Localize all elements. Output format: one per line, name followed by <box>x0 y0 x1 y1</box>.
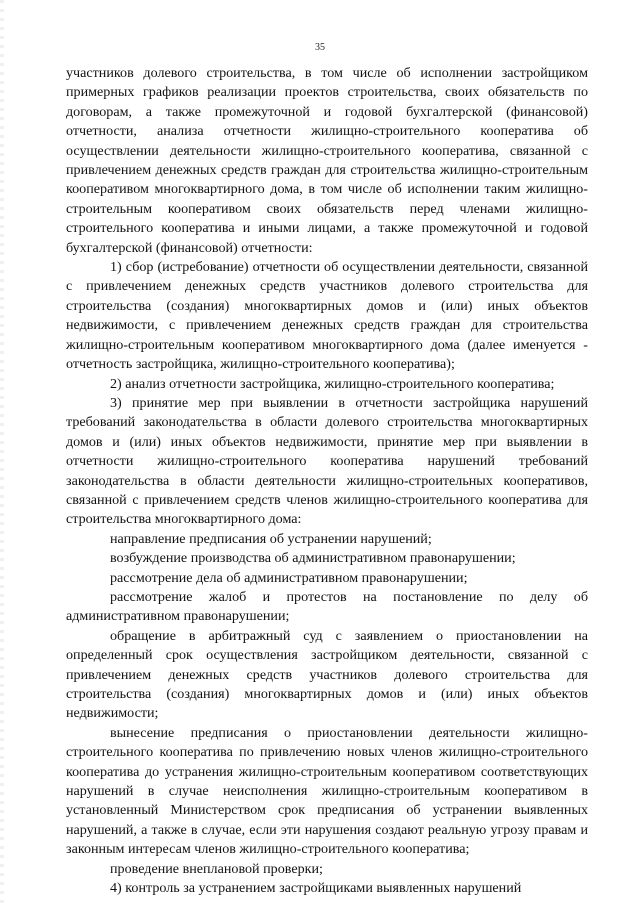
paragraph: 4) контроль за устранением застройщиками выявленных нарушений <box>110 880 522 897</box>
scan-edge <box>0 0 4 905</box>
body-text <box>66 64 588 898</box>
paragraph: рассмотрение жалоб и протестов на постановление по делу об административном правонарушении; <box>66 588 588 625</box>
paragraph: 3) принятие мер при выявлении в отчетности застройщика нарушений требований законодательства в области долевого строительства многоквартирных домов и (или) иных объектов недвижимости, принятие мер при выявлении в отчетности жилищно-строительного кооператива нарушений требований законодательства в области деятельности жилищно-строительных кооперативов, связанной с привлечением средств членов жилищно-строительного кооператива для строительства многоквартирного дома: <box>66 394 588 528</box>
page-number: 35 <box>315 42 325 53</box>
paragraph: рассмотрение дела об административном правонарушении; <box>110 569 468 586</box>
paragraph: участников долевого строительства, в том числе об исполнении застройщиком примерных графиков реализации проектов строительства, своих обязательств по договорам, а также промежуточной и годовой бухгалтерской (финансовой) отчетности, анализа отчетности жилищно-строительного кооператива об осуществлении деятельности жилищно-строительного кооператива, связанной с привлечением денежных средств граждан для строительства жилищно-строительным кооперативом многоквартирного дома, в том числе об исполнении таким жилищно-строительным кооперативом своих обязательств перед членами жилищно-строительного кооператива и иными лицами, а также промежуточной и годовой бухгалтерской (финансовой) отчетности: <box>66 65 588 256</box>
paragraph: обращение в арбитражный суд с заявлением о приостановлении на определенный срок осуществления застройщиком деятельности, связанной с привлечением денежных средств участников долевого строительства для строительства (создания) многоквартирных домов и (или) иных объектов недвижимости; <box>66 627 588 722</box>
paragraph: направление предписания об устранении нарушений; <box>110 530 432 547</box>
paragraph: 2) анализ отчетности застройщика, жилищно-строительного кооператива; <box>110 375 555 392</box>
paragraph: проведение внеплановой проверки; <box>110 860 323 877</box>
paragraph: вынесение предписания о приостановлении деятельности жилищно-строительного кооператива по привлечению новых членов жилищно-строительного кооператива до устранения жилищно-строительным кооперативом соответствующих нарушений в случае неисполнения жилищно-строительным кооперативом в установленный Министерством срок предписания об устранении выявленных нарушений, а также в случае, если эти нарушения создают реальную угрозу правам и законным интересам членов жилищно-строительного кооператива; <box>66 724 588 858</box>
paragraph: 1) сбор (истребование) отчетности об осуществлении деятельности, связанной с привлечением денежных средств участников долевого строительства для строительства (создания) многоквартирных домов и (или) иных объектов недвижимости, с привлечением денежных средств граждан для строительства жилищно-строительным кооперативом многоквартирного дома (далее именуется - отчетность застройщика, жилищно-строительного кооператива); <box>66 259 588 373</box>
paragraph: возбуждение производства об административном правонарушении; <box>110 550 516 567</box>
